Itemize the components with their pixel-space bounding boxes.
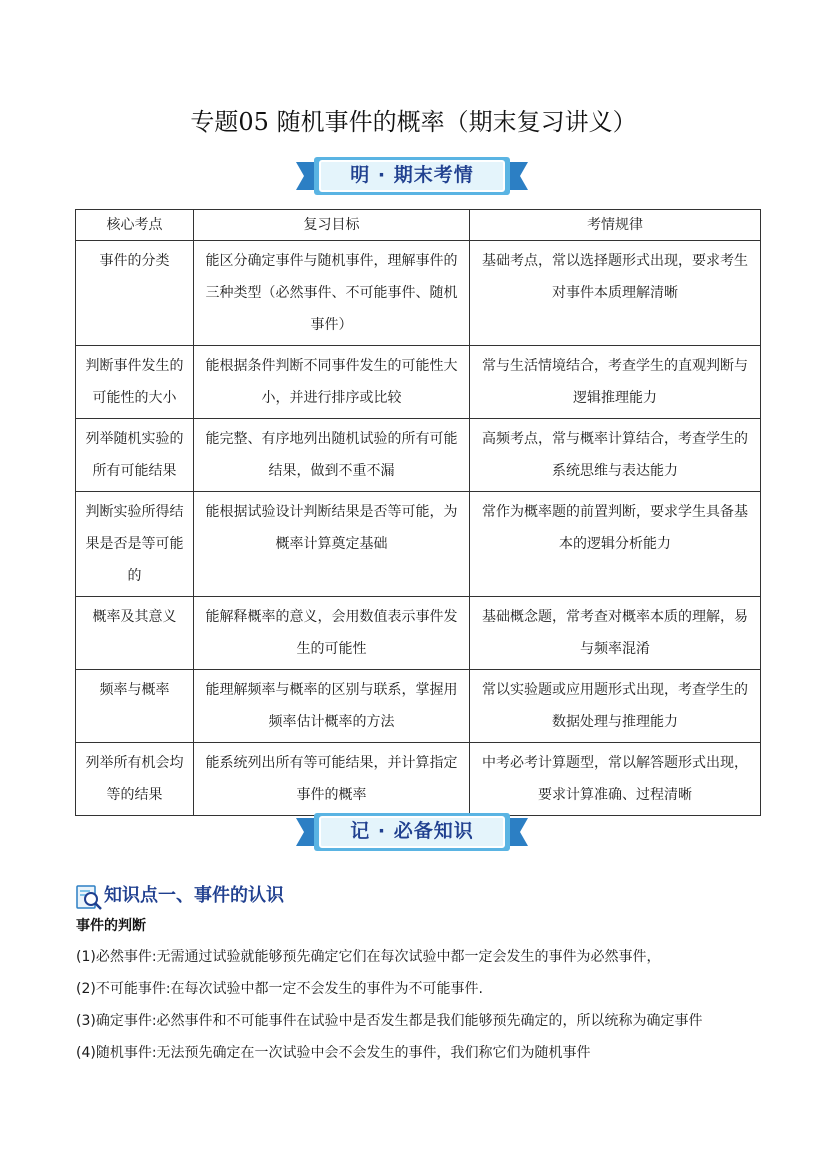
cell-core-point: 判断事件发生的可能性的大小 <box>76 346 194 419</box>
header-review-goal: 复习目标 <box>194 210 470 241</box>
table-row <box>76 241 761 346</box>
exam-table <box>75 209 761 816</box>
definition-list <box>76 941 776 1069</box>
table-row <box>76 346 761 419</box>
cell-core-point: 列举所有机会均等的结果 <box>76 743 194 816</box>
cell-review-goal: 能理解频率与概率的区别与联系，掌握用频率估计概率的方法 <box>194 670 470 743</box>
cell-review-goal: 能系统列出所有等可能结果，并计算指定事件的概率 <box>194 743 470 816</box>
table-row <box>76 743 761 816</box>
cell-exam-pattern: 常作为概率题的前置判断，要求学生具备基本的逻辑分析能力 <box>470 492 761 597</box>
cell-exam-pattern: 基础概念题，常考查对概率本质的理解，易与频率混淆 <box>470 597 761 670</box>
header-exam-pattern: 考情规律 <box>470 210 761 241</box>
list-item: (1)必然事件:无需通过试验就能够预先确定它们在每次试验中都一定会发生的事件为必然事件， <box>76 949 661 965</box>
essential-knowledge-banner <box>296 810 528 854</box>
header-core-point: 核心考点 <box>76 210 194 241</box>
subheading: 事件的判断 <box>76 918 146 934</box>
cell-review-goal: 能根据条件判断不同事件发生的可能性大小，并进行排序或比较 <box>194 346 470 419</box>
cell-exam-pattern: 中考必考计算题型，常以解答题形式出现，要求计算准确、过程清晰 <box>470 743 761 816</box>
cell-core-point: 频率与概率 <box>76 670 194 743</box>
table-row <box>76 670 761 743</box>
cell-exam-pattern: 高频考点，常与概率计算结合，考查学生的系统思维与表达能力 <box>470 419 761 492</box>
page-title: 专题05 随机事件的概率（期末复习讲义） <box>190 108 637 136</box>
cell-review-goal: 能根据试验设计判断结果是否等可能，为概率计算奠定基础 <box>194 492 470 597</box>
exam-overview-banner <box>296 154 528 198</box>
table-row <box>76 597 761 670</box>
magnifier-book-icon <box>76 884 102 910</box>
banner-title: 明 · 期末考情 <box>350 164 474 186</box>
cell-core-point: 事件的分类 <box>76 241 194 346</box>
table-header-row <box>76 210 761 241</box>
list-item: (3)确定事件:必然事件和不可能事件在试验中是否发生都是我们能够预先确定的，所以统称为确定事件 <box>76 1013 703 1029</box>
list-item: (4)随机事件:无法预先确定在一次试验中会不会发生的事件，我们称它们为随机事件 <box>76 1045 591 1061</box>
cell-exam-pattern: 常与生活情境结合，考查学生的直观判断与逻辑推理能力 <box>470 346 761 419</box>
cell-exam-pattern: 常以实验题或应用题形式出现，考查学生的数据处理与推理能力 <box>470 670 761 743</box>
table-row <box>76 419 761 492</box>
list-item: (2)不可能事件:在每次试验中都一定不会发生的事件为不可能事件. <box>76 981 483 997</box>
cell-core-point: 列举随机实验的所有可能结果 <box>76 419 194 492</box>
table-row <box>76 492 761 597</box>
cell-core-point: 判断实验所得结果是否是等可能的 <box>76 492 194 597</box>
cell-exam-pattern: 基础考点，常以选择题形式出现，要求考生对事件本质理解清晰 <box>470 241 761 346</box>
knowledge-point-heading <box>76 880 284 910</box>
cell-review-goal: 能完整、有序地列出随机试验的所有可能结果，做到不重不漏 <box>194 419 470 492</box>
cell-review-goal: 能解释概率的意义，会用数值表示事件发生的可能性 <box>194 597 470 670</box>
cell-review-goal: 能区分确定事件与随机事件，理解事件的三种类型（必然事件、不可能事件、随机事件） <box>194 241 470 346</box>
cell-core-point: 概率及其意义 <box>76 597 194 670</box>
banner-title: 记 · 必备知识 <box>350 820 474 842</box>
knowledge-point-title: 知识点一、事件的认识 <box>104 885 284 906</box>
